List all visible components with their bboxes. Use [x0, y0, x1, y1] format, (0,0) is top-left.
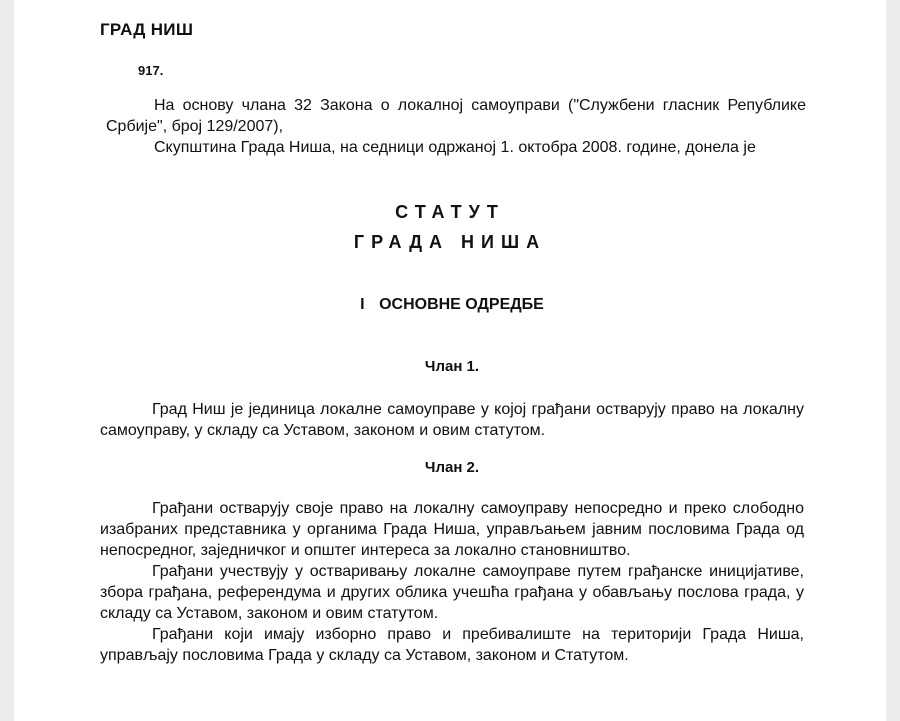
article-1-paragraph-1: Град Ниш је јединица локалне самоуправе у којој грађани остварују право на локалну самоуправу, у складу са Уставом, законом и овим статутом. — [100, 401, 804, 439]
preamble — [106, 95, 806, 158]
article-2-paragraph-1: Грађани остварују своје право на локалну самоуправу непосредно и преко слободно изабраних представника у органима Града Ниша, управљањем јавним пословима Града од непосредног, заједничког и општег интереса за локално становништво. — [100, 500, 804, 559]
document-page — [14, 0, 886, 721]
article-2-paragraph-3: Грађани који имају изборно право и пребивалиште на територији Града Ниша, управљају пословима Града у складу са Уставом, законом и Статутом. — [100, 626, 804, 664]
article-2-paragraph-2: Грађани учествују у остваривању локалне самоуправе путем грађанске иницијативе, збора грађана, референдума и других облика учешћа грађана у обављању послова града, у складу са Уставом, законом и овим статутом. — [100, 563, 804, 622]
article-2-body — [100, 498, 804, 666]
article-1-heading: Члан 1. — [424, 358, 480, 375]
city-header: ГРАД НИШ — [100, 20, 194, 39]
section-roman-numeral: I — [360, 296, 365, 313]
document-title: СТАТУТ — [395, 202, 505, 222]
section-heading — [14, 296, 890, 314]
preamble-paragraph-2: Скупштина Града Ниша, на седници одржаној 1. октобра 2008. године, донела је — [154, 139, 756, 156]
preamble-paragraph-1: На основу члана 32 Закона о локалној самоуправи ("Службени гласник Републике Србије", број 129/2007), — [106, 97, 806, 135]
article-1-body — [100, 399, 804, 441]
document-subtitle: ГРАДА НИША — [353, 232, 547, 252]
section-title: ОСНОВНЕ ОДРЕДБЕ — [379, 296, 544, 313]
article-2-heading: Члан 2. — [424, 459, 480, 476]
document-number: 917. — [138, 63, 164, 78]
